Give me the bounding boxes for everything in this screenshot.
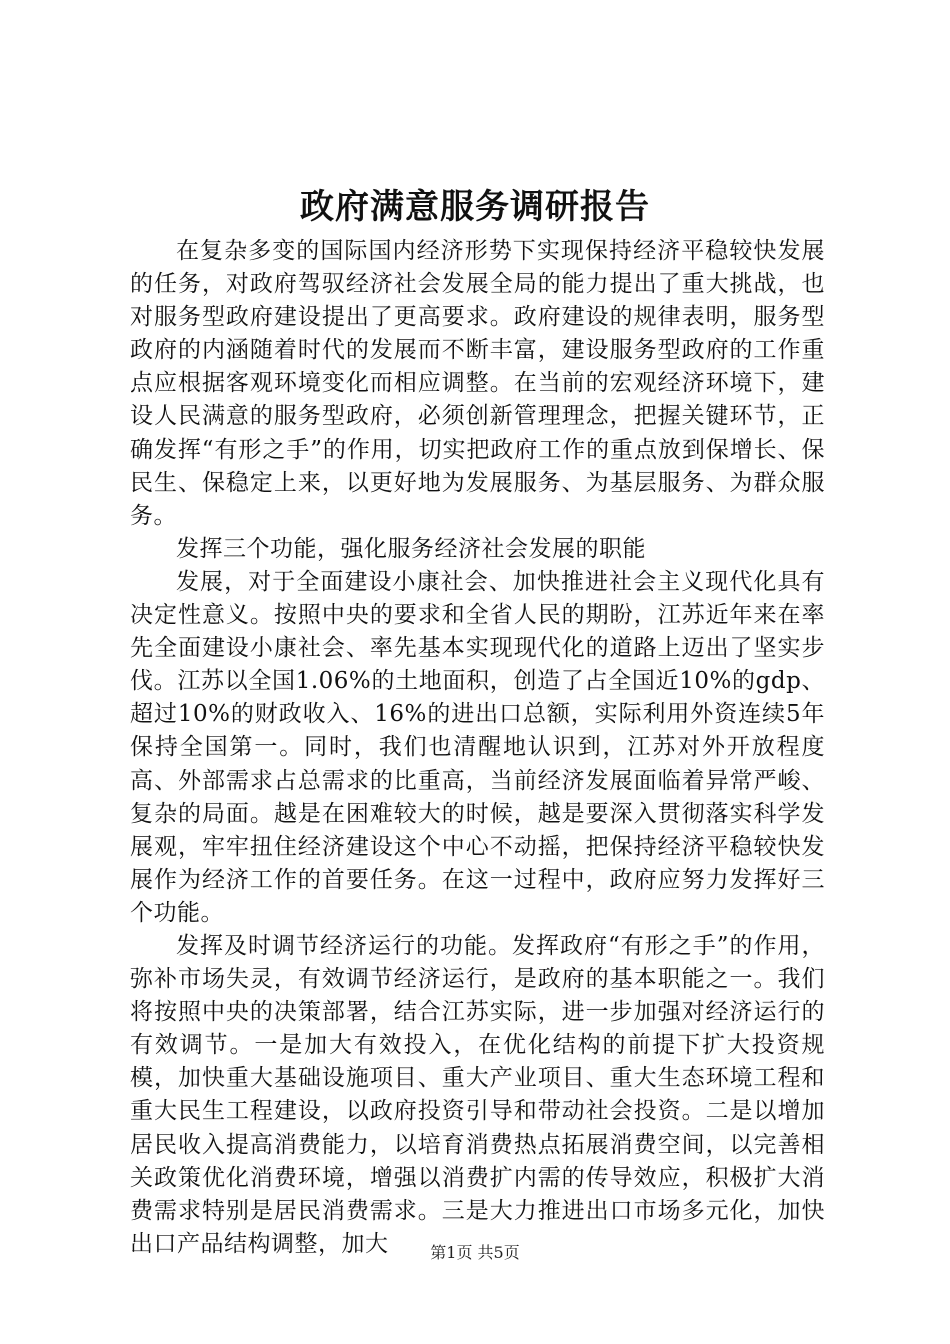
paragraph-intro: 在复杂多变的国际国内经济形势下实现保持经济平稳较快发展的任务，对政府驾驭经济社会发展全局的能力提出了重大挑战，也对服务型政府建设提出了更高要求。政府建设的规律表明，服务型政府的内涵随着时代的发展而不断丰富，建设服务型政府的工作重点应根据客观环境变化而相应调整。在当前的宏观经济环境下，建设人民满意的服务型政府，必须创新管理理念，把握关键环节，正确发挥“有形之手”的作用，切实把政府工作的重点放到保增长、保民生、保稳定上来，以更好地为发展服务、为基层服务、为群众服务。 [130, 238, 825, 529]
paragraph-regulation: 发挥及时调节经济运行的功能。发挥政府“有形之手”的作用，弥补市场失灵，有效调节经济运行，是政府的基本职能之一。我们将按照中央的决策部署，结合江苏实际，进一步加强对经济运行的有效调节。一是加大有效投入，在优化结构的前提下扩大投资规模，加快重大基础设施项目、重大产业项目、重大生态环境工程和重大民生工程建设，以政府投资引导和带动社会投资。二是以增加居民收入提高消费能力，以培育消费热点拓展消费空间，以完善相关政策优化消费环境，增强以消费扩内需的传导效应，积极扩大消费需求特别是居民消费需求。三是大力推进出口市场多元化，加快出口产品结构调整，加大 [130, 932, 825, 1257]
document-body [130, 235, 825, 1261]
document-title: 政府满意服务调研报告 [300, 187, 650, 227]
paragraph-development: 发展，对于全面建设小康社会、加快推进社会主义现代化具有决定性意义。按照中央的要求和全省人民的期盼，江苏近年来在率先全面建设小康社会、率先基本实现现代化的道路上迈出了坚实步伐。江苏以全国1.06%的土地面积，创造了占全国近10%的gdp、超过10%的财政收入、16%的进出口总额，实际利用外资连续5年保持全国第一。同时，我们也清醒地认识到，江苏对外开放程度高、外部需求占总需求的比重高，当前经济发展面临着异常严峻、复杂的局面。越是在困难较大的时候，越是要深入贯彻落实科学发展观，牢牢扭住经济建设这个中心不动摇，把保持经济平稳较快发展作为经济工作的首要任务。在这一过程中，政府应努力发挥好三个功能。 [130, 568, 825, 926]
section-heading: 发挥三个功能，强化服务经济社会发展的职能 [176, 535, 646, 562]
page-footer: 第1页 共5页 [430, 1243, 520, 1262]
